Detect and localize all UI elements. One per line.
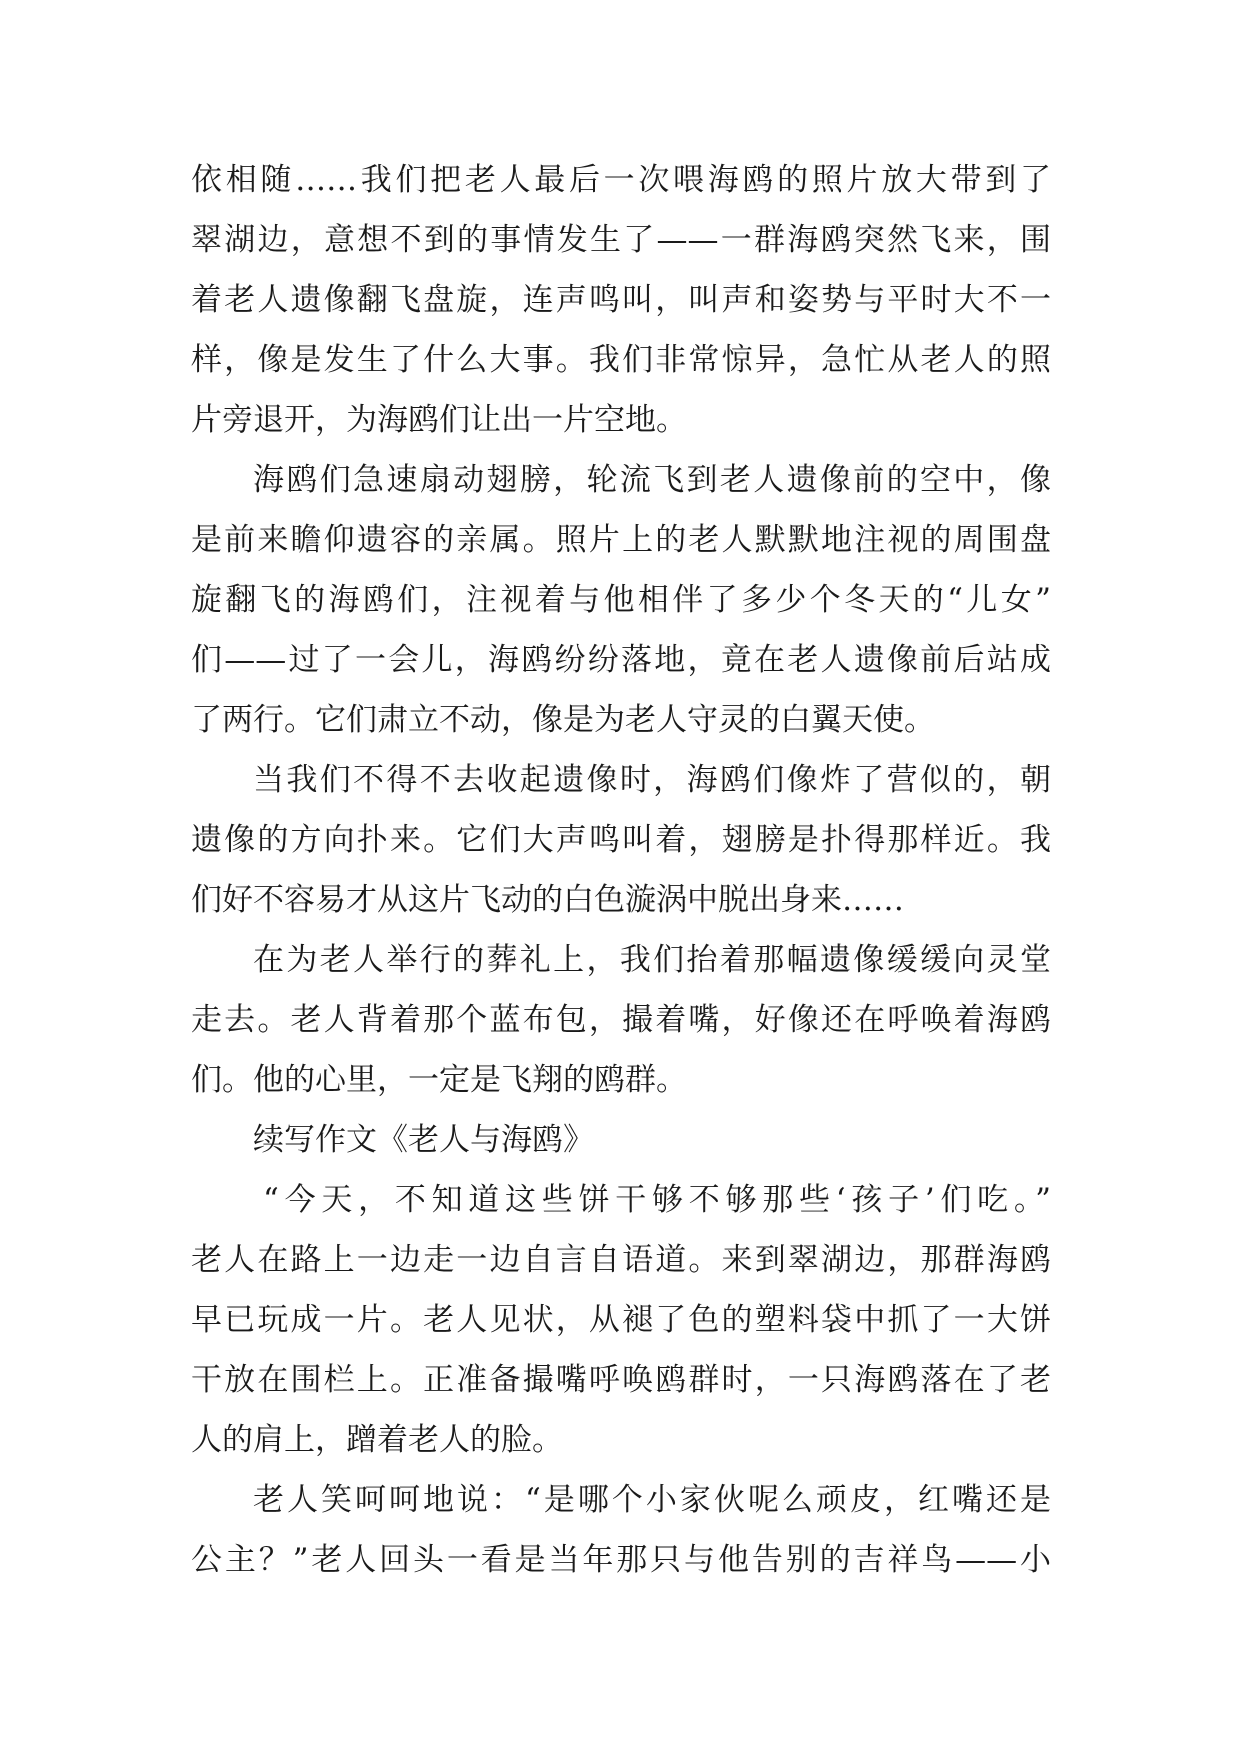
text-line: “今天，不知道这些饼干够不够那些‘孩子’们吃。” (263, 1182, 1051, 1218)
text-line: 依相随……我们把老人最后一次喂海鸥的照片放大带到了 (191, 162, 1051, 198)
text-line: 是前来瞻仰遗容的亲属。照片上的老人默默地注视的周围盘 (191, 522, 1051, 558)
text-line: 走去。老人背着那个蓝布包，撮着嘴，好像还在呼唤着海鸥 (191, 1002, 1051, 1038)
text-line: 们——过了一会儿，海鸥纷纷落地，竟在老人遗像前后站成 (191, 642, 1051, 678)
text-line: 们。他的心里，一定是飞翔的鸥群。 (191, 1062, 687, 1098)
text-line: 当我们不得不去收起遗像时，海鸥们像炸了营似的，朝 (253, 762, 1051, 798)
text-line: 干放在围栏上。正准备撮嘴呼唤鸥群时，一只海鸥落在了老 (191, 1362, 1051, 1398)
text-line: 们好不容易才从这片飞动的白色漩涡中脱出身来…… (191, 882, 904, 918)
text-line: 样，像是发生了什么大事。我们非常惊异，急忙从老人的照 (191, 342, 1051, 378)
text-line: 人的肩上，蹭着老人的脸。 (191, 1422, 563, 1458)
text-line: 早已玩成一片。老人见状，从褪了色的塑料袋中抓了一大饼 (191, 1302, 1051, 1338)
text-line: 在为老人举行的葬礼上，我们抬着那幅遗像缓缓向灵堂 (253, 942, 1051, 978)
text-line: 着老人遗像翻飞盘旋，连声鸣叫，叫声和姿势与平时大不一 (191, 282, 1051, 318)
text-line: 老人在路上一边走一边自言自语道。来到翠湖边，那群海鸥 (191, 1242, 1051, 1278)
text-line: 老人笑呵呵地说：“是哪个小家伙呢么顽皮，红嘴还是 (253, 1482, 1051, 1518)
text-line: 了两行。它们肃立不动，像是为老人守灵的白翼天使。 (191, 702, 935, 738)
text-line: 海鸥们急速扇动翅膀，轮流飞到老人遗像前的空中，像 (253, 462, 1051, 498)
text-line: 遗像的方向扑来。它们大声鸣叫着，翅膀是扑得那样近。我 (191, 822, 1051, 858)
text-line: 翠湖边，意想不到的事情发生了——一群海鸥突然飞来，围 (191, 222, 1051, 258)
text-line: 公主？”老人回头一看是当年那只与他告别的吉祥鸟——小 (191, 1542, 1051, 1578)
body-text (191, 150, 1051, 1590)
text-line: 片旁退开，为海鸥们让出一片空地。 (191, 402, 687, 438)
text-line: 旋翻飞的海鸥们，注视着与他相伴了多少个冬天的“儿女” (191, 582, 1051, 618)
section-title: 续写作文《老人与海鸥》 (253, 1122, 594, 1158)
